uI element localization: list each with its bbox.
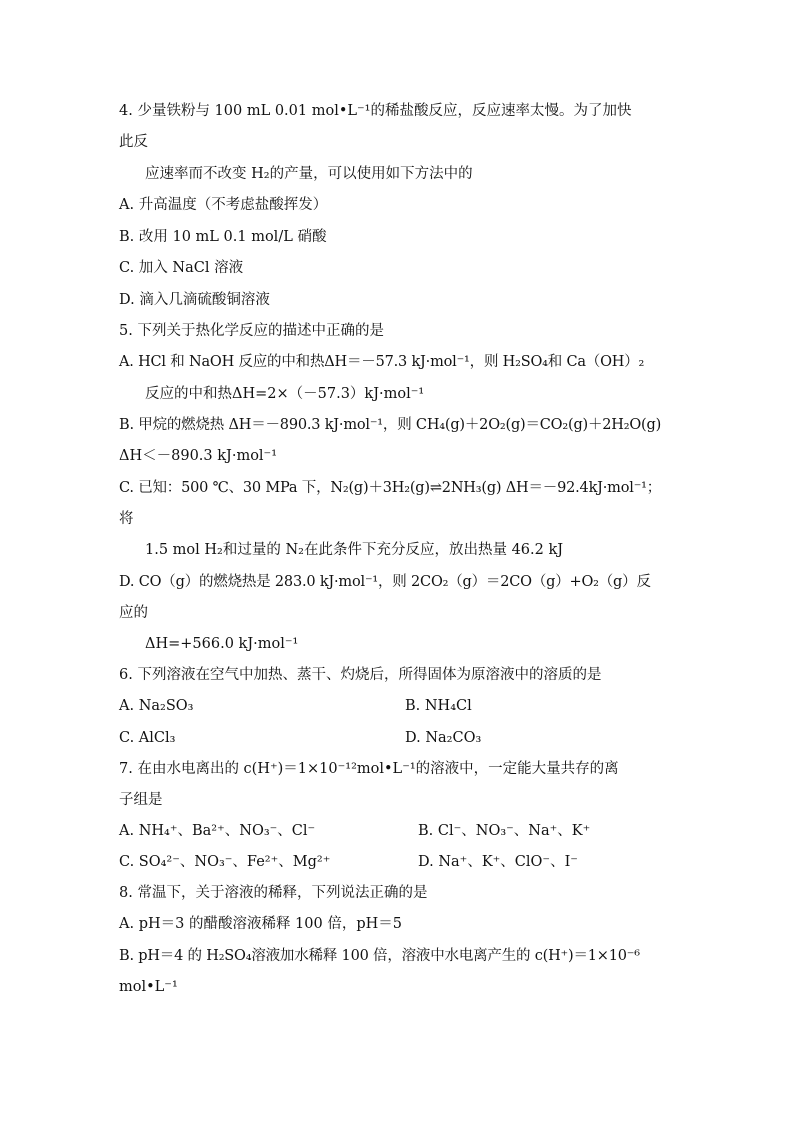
q6-option-a: A. Na₂SO₃ <box>119 698 194 714</box>
q8-option-b-line2: mol•L⁻¹ <box>119 979 178 995</box>
q4-option-c: C. 加入 NaCl 溶液 <box>119 260 244 276</box>
q5-stem: 5. 下列关于热化学反应的描述中正确的是 <box>119 323 384 339</box>
q4-option-a: A. 升高温度（不考虑盐酸挥发） <box>119 197 328 213</box>
q7-stem-line1: 7. 在由水电离出的 c(H⁺)＝1×10⁻¹²mol•L⁻¹的溶液中，一定能大量共存的离 <box>119 761 619 777</box>
q6-option-c: C. AlCl₃ <box>119 730 176 746</box>
q7-option-b: B. Cl⁻、NO₃⁻、Na⁺、K⁺ <box>418 823 591 839</box>
q5-option-a-line2: 反应的中和热ΔH=2×（－57.3）kJ·mol⁻¹ <box>145 386 425 402</box>
q4-stem-line3: 应速率而不改变 H₂的产量，可以使用如下方法中的 <box>145 166 473 182</box>
q7-stem-line2: 子组是 <box>119 792 163 808</box>
q5-option-c-line2: 将 <box>119 511 134 527</box>
q7-option-a: A. NH₄⁺、Ba²⁺、NO₃⁻、Cl⁻ <box>119 823 316 839</box>
q5-option-d-line2: 应的 <box>119 605 148 621</box>
q5-option-b-line2: ΔH＜－890.3 kJ·mol⁻¹ <box>119 448 278 464</box>
q5-option-d-line1: D. CO（g）的燃烧热是 283.0 kJ·mol⁻¹，则 2CO₂（g）＝2CO（g）+O₂（g）反 <box>119 574 651 590</box>
q6-option-b: B. NH₄Cl <box>405 698 472 714</box>
q7-option-d: D. Na⁺、K⁺、ClO⁻、I⁻ <box>418 854 578 870</box>
q5-option-c-line1: C. 已知：500 ℃、30 MPa 下，N₂(g)＋3H₂(g)⇌2NH₃(g) ΔH＝－92.4kJ·mol⁻¹； <box>119 480 662 496</box>
q4-option-b: B. 改用 10 mL 0.1 mol/L 硝酸 <box>119 229 327 245</box>
q4-stem-line2: 此反 <box>119 134 148 150</box>
q7-option-c: C. SO₄²⁻、NO₃⁻、Fe²⁺、Mg²⁺ <box>119 854 331 870</box>
q4-stem-line1: 4. 少量铁粉与 100 mL 0.01 mol•L⁻¹的稀盐酸反应，反应速率太慢。为了加快 <box>119 103 632 119</box>
q8-stem: 8. 常温下，关于溶液的稀释，下列说法正确的是 <box>119 885 428 901</box>
q5-option-a-line1: A. HCl 和 NaOH 反应的中和热ΔH＝－57.3 kJ·mol⁻¹，则 H₂SO₄和 Ca（OH）₂ <box>119 354 645 370</box>
q6-option-d: D. Na₂CO₃ <box>405 730 482 746</box>
q5-option-c-line3: 1.5 mol H₂和过量的 N₂在此条件下充分反应，放出热量 46.2 kJ <box>145 542 564 558</box>
q6-stem: 6. 下列溶液在空气中加热、蒸干、灼烧后，所得固体为原溶液中的溶质的是 <box>119 667 602 683</box>
q5-option-b-line1: B. 甲烷的燃烧热 ΔH＝－890.3 kJ·mol⁻¹，则 CH₄(g)＋2O₂(g)＝CO₂(g)＋2H₂O(g) <box>119 417 662 433</box>
q8-option-b-line1: B. pH＝4 的 H₂SO₄溶液加水稀释 100 倍，溶液中水电离产生的 c(H⁺)＝1×10⁻⁶ <box>119 948 640 964</box>
q4-option-d: D. 滴入几滴硫酸铜溶液 <box>119 292 270 308</box>
q5-option-d-line3: ΔH=+566.0 kJ·mol⁻¹ <box>145 636 299 652</box>
q8-option-a: A. pH＝3 的醋酸溶液稀释 100 倍，pH＝5 <box>119 916 402 932</box>
